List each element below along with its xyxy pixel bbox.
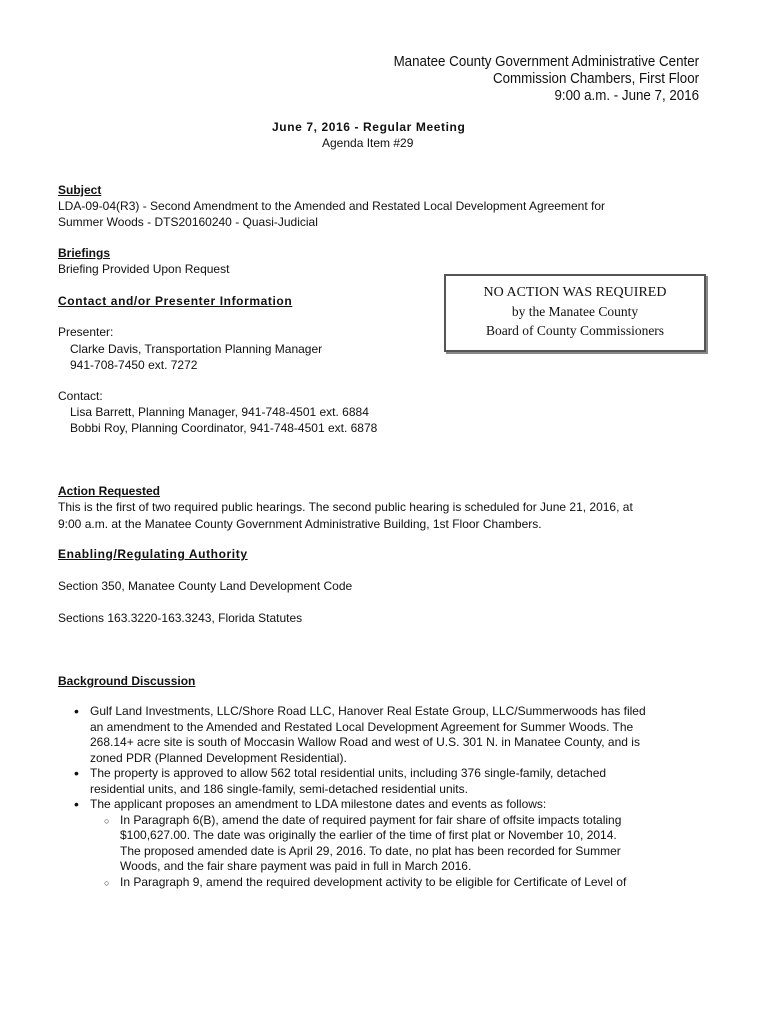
bullet-dot-icon: • bbox=[74, 796, 79, 812]
sub-bullet-line: The proposed amended date is April 29, 2016. To date, no plat has been recorded for Summer bbox=[120, 843, 621, 858]
action-requested-line-1: This is the first of two required public hearings. The second public hearing is scheduled for June 21, 2016, at bbox=[58, 500, 633, 514]
bullet-line: The property is approved to allow 562 total residential units, including 376 single-family, detached bbox=[90, 766, 607, 780]
bullet-line: The applicant proposes an amendment to LDA milestone dates and events as follows: bbox=[90, 797, 547, 811]
bullet-line: 268.14+ acre site is south of Moccasin Wallow Road and west of U.S. 301 N. in Manatee County, and is bbox=[90, 735, 640, 749]
sub-bullet-line: In Paragraph 6(B), amend the date of required payment for fair share of offsite impacts totaling bbox=[120, 812, 622, 827]
header-line-2: Commission Chambers, First Floor bbox=[492, 71, 699, 87]
sub-bullet-line: Woods, and the fair share payment was paid in full in March 2016. bbox=[120, 859, 472, 873]
stamp-line-2: by the Manatee County bbox=[511, 304, 639, 319]
briefings-heading: Briefings bbox=[58, 246, 111, 260]
sub-bullet-line: In Paragraph 9, amend the required development activity to be eligible for Certificate of Level of bbox=[120, 874, 627, 889]
bullet-dot-icon: • bbox=[74, 703, 79, 719]
bullet-dot-icon: • bbox=[74, 765, 79, 781]
subject-line-1: LDA-09-04(R3) - Second Amendment to the Amended and Restated Local Development Agreement for bbox=[58, 199, 605, 213]
background-bullet-list bbox=[74, 704, 714, 890]
header-line-1: Manatee County Government Administrative Center bbox=[393, 54, 699, 70]
subject-line-2: Summer Woods - DTS20160240 - Quasi-Judicial bbox=[58, 215, 318, 229]
action-requested-heading: Action Requested bbox=[58, 484, 161, 498]
no-action-required-stamp bbox=[444, 274, 706, 352]
presenter-name: Clarke Davis, Transportation Planning Manager bbox=[70, 342, 323, 356]
sub-bullet-line: $100,627.00. The date was originally the earlier of the time of first plat or November 10, 2014. bbox=[120, 828, 617, 842]
authority-heading: Enabling/Regulating Authority bbox=[58, 547, 248, 561]
bullet-item bbox=[74, 766, 714, 797]
bullet-item bbox=[74, 797, 714, 890]
open-circle-bullet-icon: ○ bbox=[104, 815, 110, 826]
sub-bullet-item bbox=[90, 813, 714, 875]
authority-item-2: Sections 163.3220-163.3243, Florida Statutes bbox=[58, 611, 303, 625]
authority-item-1: Section 350, Manatee County Land Development Code bbox=[58, 579, 353, 593]
presenter-label: Presenter: bbox=[58, 325, 114, 339]
bullet-line: residential units, and 186 single-family, semi-detached residential units. bbox=[90, 781, 468, 796]
background-heading: Background Discussion bbox=[58, 674, 196, 688]
meeting-location-header bbox=[394, 54, 699, 105]
action-requested-line-2: 9:00 a.m. at the Manatee County Government Administrative Building, 1st Floor Chambers. bbox=[58, 517, 542, 531]
presenter-phone: 941-708-7450 ext. 7272 bbox=[70, 358, 198, 372]
contact-heading: Contact and/or Presenter Information bbox=[58, 294, 293, 308]
sub-bullet-item bbox=[90, 875, 714, 891]
meeting-title: June 7, 2016 - Regular Meeting bbox=[272, 120, 466, 134]
stamp-line-3: Board of County Commissioners bbox=[485, 323, 665, 338]
open-circle-bullet-icon: ○ bbox=[104, 877, 110, 888]
subject-heading: Subject bbox=[58, 183, 102, 197]
briefings-text: Briefing Provided Upon Request bbox=[58, 262, 230, 276]
bullet-line: Gulf Land Investments, LLC/Shore Road LLC, Hanover Real Estate Group, LLC/Summerwoods has filed bbox=[90, 704, 646, 718]
agenda-item-number: Agenda Item #29 bbox=[322, 136, 414, 150]
bullet-line: zoned PDR (Planned Development Residential). bbox=[90, 750, 347, 765]
contact-person-2: Bobbi Roy, Planning Coordinator, 941-748-4501 ext. 6878 bbox=[70, 421, 378, 435]
bullet-line: an amendment to the Amended and Restated Local Development Agreement for Summer Woods. The bbox=[90, 719, 634, 734]
sub-bullet-list bbox=[90, 813, 714, 891]
header-line-3: 9:00 a.m. - June 7, 2016 bbox=[554, 88, 699, 104]
contact-person-1: Lisa Barrett, Planning Manager, 941-748-4501 ext. 6884 bbox=[70, 405, 369, 419]
bullet-item bbox=[74, 704, 714, 766]
stamp-line-1: NO ACTION WAS REQUIRED bbox=[483, 285, 667, 300]
contact-label: Contact: bbox=[58, 389, 103, 403]
